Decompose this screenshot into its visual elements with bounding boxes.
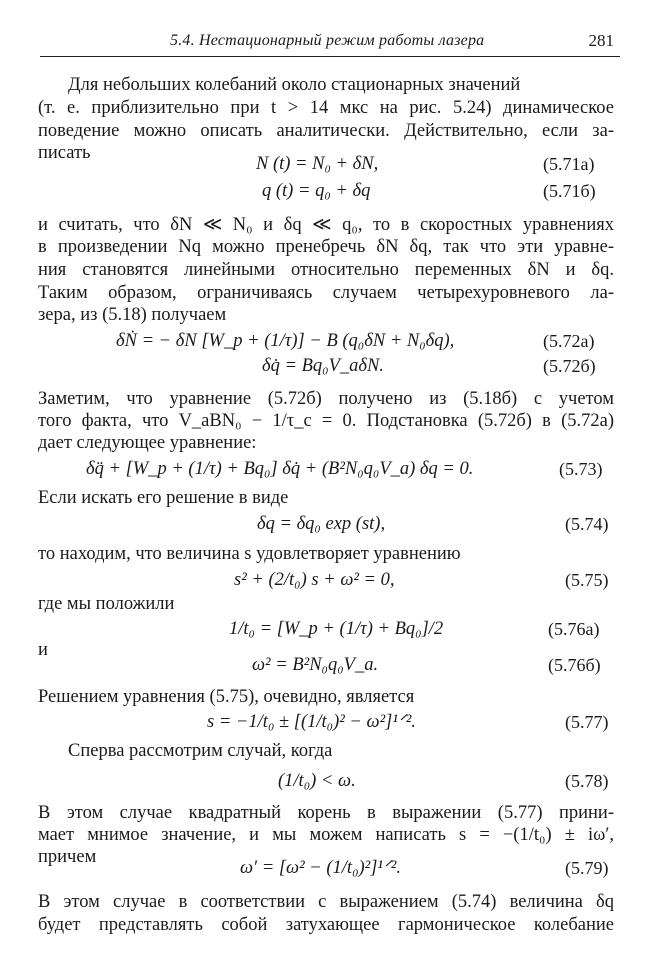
equation-number: (5.76б)	[548, 655, 601, 675]
text-line: и считать, что δN ≪ N₀ и δq ≪ q₀, то в скоростных уравнениях	[38, 215, 614, 235]
equation-number: (5.78)	[565, 771, 609, 791]
text-line: Если искать его решение в виде	[38, 488, 289, 508]
text-line: В этом случае квадратный корень в выражении (5.77) прини-	[38, 803, 614, 823]
text-line: Для небольших колебаний около стационарных значений	[68, 75, 521, 95]
equation-5-74: δq = δq₀ exp (st),	[257, 514, 386, 534]
text-line: в произведении Nq можно пренебречь δN δq, так что эти уравне-	[38, 237, 614, 257]
text-line: того факта, что V_aBN₀ − 1/τ_c = 0. Подстановка (5.72б) в (5.72а)	[38, 411, 614, 431]
text-line: мает мнимое значение, и мы можем написать s = −(1/t₀) ± iω′,	[38, 825, 614, 845]
equation-5-72b: δq̇ = Bq₀V_aδN.	[262, 356, 384, 376]
text-line: и	[38, 640, 48, 660]
text-line: дает следующее уравнение:	[38, 433, 257, 453]
text-line: Решением уравнения (5.75), очевидно, является	[38, 687, 415, 707]
equation-number: (5.71б)	[543, 181, 596, 201]
equation-number: (5.77)	[565, 712, 609, 732]
text-line: где мы положили	[38, 594, 175, 614]
section-title: 5.4. Нестационарный режим работы лазера	[170, 32, 485, 49]
running-header	[40, 30, 620, 57]
equation-5-78: (1/t₀) < ω.	[278, 771, 356, 791]
equation-number: (5.71а)	[543, 154, 595, 174]
text-line: писать	[38, 143, 91, 163]
text-line: Заметим, что уравнение (5.72б) получено из (5.18б) с учетом	[38, 389, 614, 409]
equation-number: (5.72а)	[543, 331, 595, 351]
text-line: Таким образом, ограничиваясь случаем четырехуровневого ла-	[38, 283, 614, 303]
equation-5-79: ω′ = [ω² − (1/t₀)²]¹ᐟ².	[240, 858, 401, 878]
equation-number: (5.74)	[565, 514, 609, 534]
text-line: ния становятся линейными относительно переменных δN и δq.	[38, 260, 614, 280]
equation-5-73: δq̈ + [W_p + (1/τ) + Bq₀] δq̇ + (B²N₀q₀V_a) δq = 0.	[86, 459, 474, 479]
equation-number: (5.72б)	[543, 356, 596, 376]
equation-5-71a: N (t) = N₀ + δN,	[256, 154, 379, 174]
equation-number: (5.75)	[565, 570, 609, 590]
equation-5-76a: 1/t₀ = [W_p + (1/τ) + Bq₀]/2	[229, 619, 444, 639]
text-line: поведение можно описать аналитически. Действительно, если за-	[38, 121, 614, 141]
text-line: Сперва рассмотрим случай, когда	[68, 741, 333, 761]
equation-number: (5.79)	[565, 858, 609, 878]
equation-5-77: s = −1/t₀ ± [(1/t₀)² − ω²]¹ᐟ².	[207, 712, 416, 732]
equation-number: (5.76а)	[548, 619, 600, 639]
text-line: причем	[38, 847, 97, 867]
text-line: В этом случае в соответствии с выражением (5.74) величина δq	[38, 892, 614, 912]
text-line: (т. е. приблизительно при t > 14 мкс на рис. 5.24) динамическое	[38, 98, 614, 118]
equation-5-76b: ω² = B²N₀q₀V_a.	[252, 655, 379, 675]
text-line: то находим, что величина s удовлетворяет уравнению	[38, 544, 461, 564]
text-line: будет представлять собой затухающее гармоническое колебание	[38, 915, 614, 935]
page-number: 281	[588, 31, 614, 50]
equation-5-71b: q (t) = q₀ + δq	[262, 181, 371, 201]
equation-5-72a: δṄ = − δN [W_p + (1/τ)] − B (q₀δN + N₀δq),	[116, 331, 455, 351]
equation-5-75: s² + (2/t₀) s + ω² = 0,	[234, 570, 395, 590]
equation-number: (5.73)	[559, 459, 603, 479]
text-line: зера, из (5.18) получаем	[38, 305, 227, 325]
